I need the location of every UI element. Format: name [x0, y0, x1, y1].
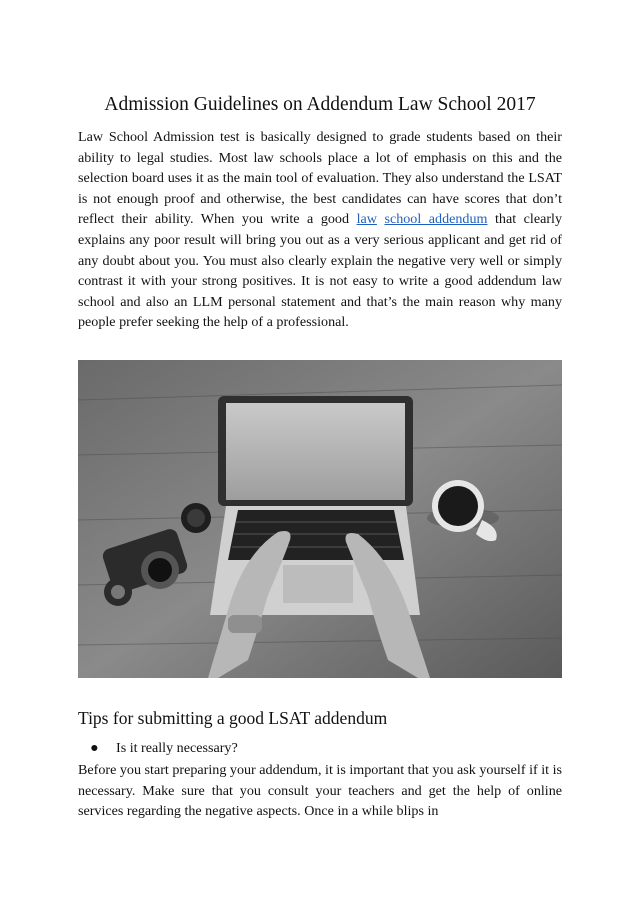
intro-text-before: Law School Admission test is basically designed to grade students based on their ability to legal studies. Most law schools place a lot of emphasis on this and the selection board uses it as the main tool of evaluation. They also understand the LSAT is not enough proof and otherwise, the best candidates can have scores that don’t reflect their ability. When you write a good — [78, 129, 562, 228]
law-link[interactable]: law — [356, 211, 377, 228]
page-title: Admission Guidelines on Addendum Law School 2017 — [104, 94, 536, 115]
photo-illustration — [78, 360, 562, 678]
list-item — [78, 738, 562, 758]
tips-list — [78, 738, 562, 758]
intro-text-after: that clearly explains any poor result will bring you out as a very serious applicant and get rid of any doubt about you. You must also clearly explain the negative very well or simply contrast it with your strong positives. It is not easy to write a good addendum law school and also an LLM personal statement and that’s the main reason why many people prefer seeking the help of a professional. — [78, 211, 563, 331]
school-addendum-link[interactable]: school addendum — [384, 211, 488, 228]
laptop-desk-photo — [78, 360, 562, 678]
section-heading: Tips for submitting a good LSAT addendum — [78, 708, 388, 728]
lens-cap — [181, 503, 211, 533]
intro-paragraph — [78, 127, 562, 333]
bullet-text: Is it really necessary? — [116, 740, 238, 756]
section-paragraph: Before you start preparing your addendum, it is important that you ask yourself if it is necessary. Make sure that you consult your teachers and get the help of online services regarding the negative aspects. Once in a while blips in — [78, 762, 562, 820]
bullet-marker: ● — [90, 740, 99, 756]
